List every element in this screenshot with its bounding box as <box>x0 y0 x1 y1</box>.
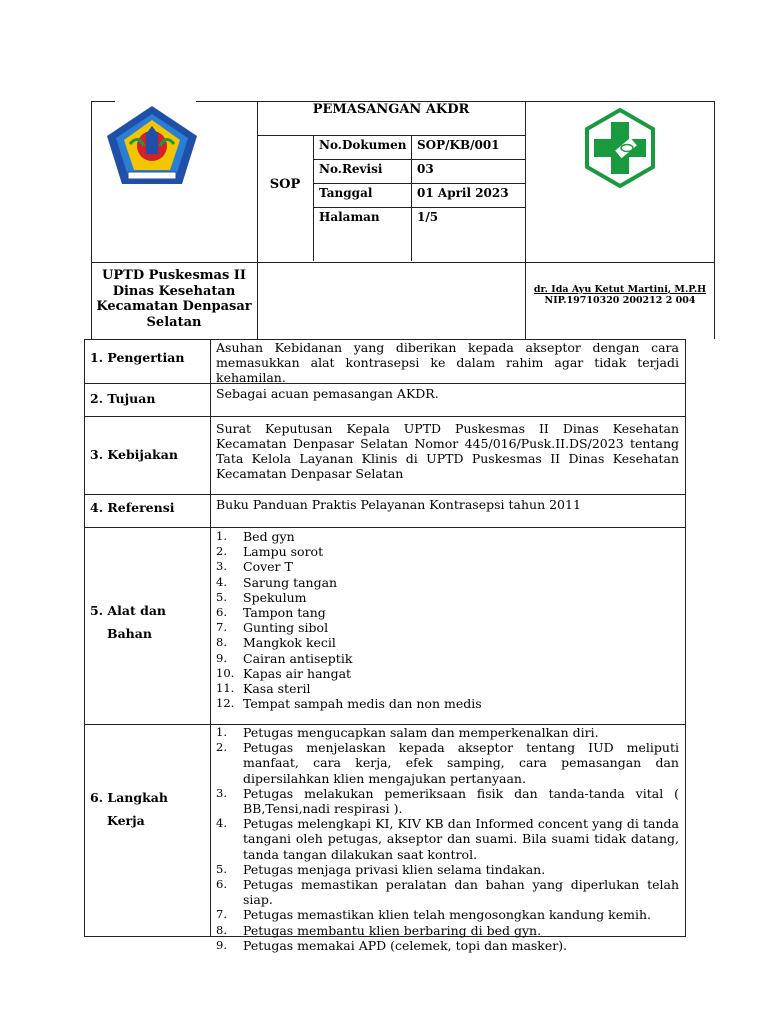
list-item-number: 2. <box>216 740 227 755</box>
list-item-number: 8. <box>216 922 227 937</box>
list-item <box>216 938 679 953</box>
list-item <box>216 666 679 681</box>
list-item-text: Lampu sorot <box>243 544 324 560</box>
header-mid-line <box>91 262 714 263</box>
meta-col-divider <box>411 135 412 261</box>
meta-label-halaman: Halaman <box>319 210 380 224</box>
list-item-text: Petugas memakai APD (celemek, topi dan masker). <box>243 937 568 953</box>
row-label-alat-line1: 5. Alat dan <box>90 603 167 618</box>
meta-label-no-dokumen: No.Dokumen <box>319 138 407 152</box>
list-item-text: Petugas menjaga privasi klien selama tindakan. <box>243 861 546 877</box>
list-item <box>216 877 679 907</box>
list-item-number: 3. <box>216 559 227 574</box>
meta-label-no-revisi: No.Revisi <box>319 162 383 176</box>
row-line-4 <box>84 527 686 528</box>
list-item <box>216 544 679 559</box>
meta-value-tanggal: 01 April 2023 <box>417 186 509 200</box>
list-item-text: Kapas air hangat <box>243 665 352 681</box>
meta-value-no-revisi: 03 <box>417 162 434 176</box>
sop-label: SOP <box>269 177 301 192</box>
list-item-text: Kasa steril <box>243 681 311 697</box>
list-item-text: Petugas membantu klien berbaring di bed gyn. <box>243 922 542 938</box>
row-label-pengertian: 1. Pengertian <box>90 350 185 365</box>
list-item-number: 9. <box>216 650 227 665</box>
signatory-nip: NIP.19710320 200212 2 004 <box>544 295 696 306</box>
list-item-text: Petugas memastikan peralatan dan bahan yang diperlukan telah siap. <box>243 877 679 908</box>
langkah-kerja-list <box>216 725 679 953</box>
list-item-number: 6. <box>216 605 227 620</box>
list-item <box>216 605 679 620</box>
row-label-referensi: 4. Referensi <box>90 500 175 515</box>
list-item <box>216 651 679 666</box>
organization-name: UPTD Puskesmas II Dinas Kesehatan Kecamatan Denpasar Selatan <box>96 268 252 330</box>
row-text-referensi: Buku Panduan Praktis Pelayanan Kontrasepsi tahun 2011 <box>216 497 581 512</box>
list-item <box>216 862 679 877</box>
list-item <box>216 635 679 650</box>
list-item-number: 1. <box>216 725 227 739</box>
list-item-text: Cairan antiseptik <box>243 650 353 666</box>
list-item-text: Cover T <box>243 559 293 575</box>
header-divider-2 <box>525 101 526 339</box>
list-item-text: Petugas mengucapkan salam dan memperkenalkan diri. <box>243 725 599 740</box>
list-item-number: 7. <box>216 907 227 922</box>
list-item <box>216 620 679 635</box>
list-item-text: Petugas melakukan pemeriksaan fisik dan tanda-tanda vital ( BB,Tensi,nadi respirasi ). <box>243 785 679 817</box>
puskesmas-logo <box>580 108 660 188</box>
list-item-text: Sarung tangan <box>243 574 338 590</box>
alat-bahan-list <box>216 529 679 711</box>
signatory-name: dr. Ida Ayu Ketut Martini, M.P.H <box>533 284 707 295</box>
list-item-number: 10. <box>216 665 235 680</box>
list-item <box>216 907 679 922</box>
list-item-number: 4. <box>216 816 227 831</box>
row-label-alat-line2: Bahan <box>107 626 152 641</box>
document-title: PEMASANGAN AKDR <box>312 102 470 117</box>
row-label-kebijakan: 3. Kebijakan <box>90 447 178 462</box>
list-item-number: 4. <box>216 574 227 589</box>
row-text-tujuan: Sebagai acuan pemasangan AKDR. <box>216 386 439 401</box>
meta-value-halaman: 1/5 <box>417 210 439 224</box>
list-item <box>216 575 679 590</box>
list-item-number: 12. <box>216 696 235 711</box>
list-item-number: 7. <box>216 620 227 635</box>
row-label-tujuan: 2. Tujuan <box>90 391 156 406</box>
list-item-number: 11. <box>216 681 235 696</box>
header-left-border <box>91 101 92 339</box>
list-item-number: 5. <box>216 589 227 604</box>
row-label-langkah-line1: 6. Langkah <box>90 790 168 805</box>
list-item <box>216 529 679 544</box>
meta-value-no-dokumen: SOP/KB/001 <box>417 138 500 152</box>
list-item-number: 1. <box>216 529 227 543</box>
header-right-border <box>714 101 715 339</box>
list-item-text: Tampon tang <box>243 605 326 621</box>
list-item <box>216 559 679 574</box>
list-item <box>216 786 679 816</box>
list-item-text: Petugas memastikan klien telah mengosongkan kandung kemih. <box>243 907 651 923</box>
list-item-number: 9. <box>216 937 227 952</box>
list-item-text: Gunting sibol <box>243 620 329 636</box>
body-left-border <box>84 339 85 936</box>
regency-emblem-logo <box>104 104 200 188</box>
list-item <box>216 923 679 938</box>
list-item <box>216 590 679 605</box>
row-text-pengertian: Asuhan Kebidanan yang diberikan kepada akseptor dengan cara memasukkan alat kontrasepsi ke dalam rahim agar tidak terjadi kehamilan. <box>216 340 679 385</box>
meta-left-border <box>313 135 314 261</box>
row-line-2 <box>84 416 686 417</box>
list-item <box>216 740 679 786</box>
list-item-text: Tempat sampah medis dan non medis <box>243 696 482 712</box>
list-item-number: 3. <box>216 785 227 800</box>
list-item-text: Mangkok kecil <box>243 635 336 651</box>
meta-row-line-2 <box>313 183 525 184</box>
list-item <box>216 681 679 696</box>
list-item-text: Petugas menjelaskan kepada akseptor tentang IUD meliputi manfaat, cara kerja, efek samping, cara pemasangan dan dipersilahkan klien mengajukan pertanyaan. <box>243 740 679 786</box>
list-item <box>216 696 679 711</box>
title-underline <box>257 135 525 136</box>
body-right-border <box>685 339 686 936</box>
meta-row-line-1 <box>313 159 525 160</box>
header-top-border-left <box>91 101 115 102</box>
meta-label-tanggal: Tanggal <box>319 186 373 200</box>
list-item-text: Petugas melengkapi KI, KIV KB dan Informed concent yang di tanda tangani oleh petugas, akseptor dan suami. Bila suami tidak datang, tanda tangan dilakukan saat kontrol. <box>243 816 679 862</box>
row-line-3 <box>84 494 686 495</box>
list-item-number: 5. <box>216 861 227 876</box>
list-item-number: 8. <box>216 635 227 650</box>
list-item-number: 6. <box>216 877 227 892</box>
list-item-text: Bed gyn <box>243 529 295 544</box>
list-item-number: 2. <box>216 544 227 559</box>
list-item <box>216 816 679 862</box>
list-item <box>216 725 679 740</box>
row-label-langkah-line2: Kerja <box>107 813 145 828</box>
row-text-kebijakan: Surat Keputusan Kepala UPTD Puskesmas II Dinas Kesehatan Kecamatan Denpasar Selatan Nomor 445/016/Pusk.II.DS/2023 tentang Tata Kelola Layanan Klinis di UPTD Puskesmas II Dinas Kesehatan Kecamatan Denpasar Selatan <box>216 421 679 481</box>
meta-row-line-3 <box>313 207 525 208</box>
header-divider-1 <box>257 101 258 339</box>
list-item-text: Spekulum <box>243 589 307 605</box>
